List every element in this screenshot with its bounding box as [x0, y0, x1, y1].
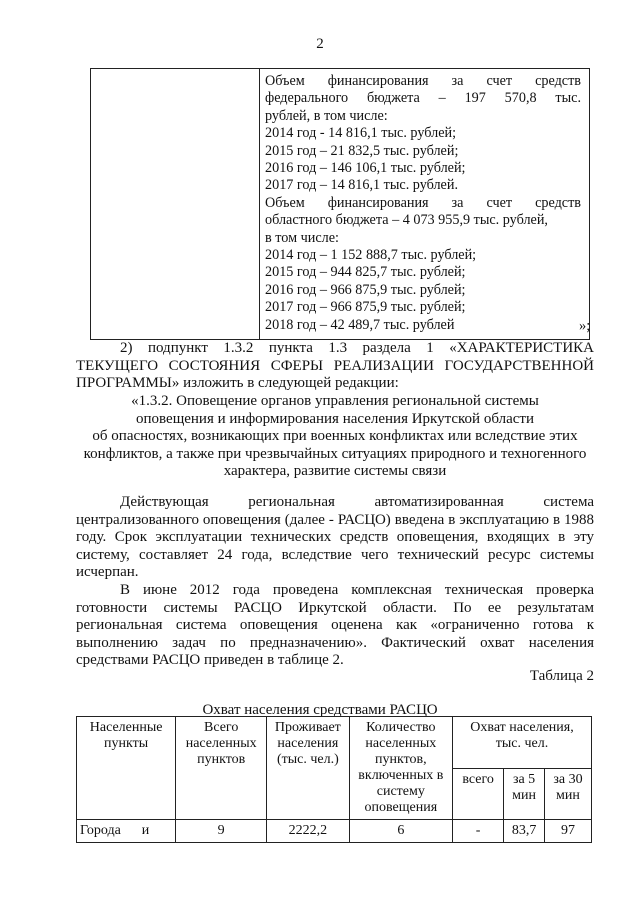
federal-line-3: рублей, в том числе:: [265, 107, 388, 124]
regional-year: 2016 год – 966 875,9 тыс. рублей;: [265, 281, 466, 298]
header-cov-5: за 5 мин: [504, 768, 545, 820]
table-label: Таблица 2: [529, 668, 594, 684]
page-number: 2: [316, 36, 324, 52]
header-population: Проживает населения (тыс. чел.): [267, 717, 350, 820]
amendment-line-1: 2) подпункт 1.3.2 пункта 1.3 раздела 1 «ХАРАКТЕРИСТИКА: [120, 340, 594, 356]
table-header-row: [77, 717, 592, 769]
body-p1-rest: централизованного оповещения (далее - РАСЦО) введена в эксплуатацию в 1988 году. Срок эксплуатации технических средств оповещения, входящих в эту систему, составляет 24 года, вследствие чего технический ресурс системы исчерпан.: [76, 511, 594, 581]
cell-cov-5: 83,7: [504, 820, 545, 843]
regional-year: 2014 год – 1 152 888,7 тыс. рублей;: [265, 247, 477, 264]
financing-text: [265, 73, 581, 334]
financing-table: [90, 68, 590, 340]
cell-count-included: 6: [349, 820, 452, 843]
federal-year: 2014 год - 14 816,1 тыс. рублей;: [265, 125, 457, 142]
regional-year: 2018 год – 42 489,7 тыс. рублей: [265, 316, 455, 333]
body-p1-first-line: Действующая региональная автоматизированная система: [120, 494, 594, 510]
regional-line-3: в том числе:: [265, 229, 339, 246]
federal-year: 2016 год – 146 106,1 тыс. рублей;: [265, 160, 466, 177]
cell-settlements: Города и: [77, 820, 176, 843]
amendment-line-3: ПРОГРАММЫ» изложить в следующей редакции:: [76, 375, 399, 392]
regional-line-2: областного бюджета – 4 073 955,9 тыс. рублей,: [265, 212, 548, 229]
header-settlements: Населенные пункты: [77, 717, 176, 820]
closing-quote: »;: [579, 318, 591, 334]
federal-year: 2015 год – 21 832,5 тыс. рублей;: [265, 142, 459, 159]
body-paragraph-1: [76, 494, 594, 582]
header-cov-total: всего: [453, 768, 504, 820]
table-caption: Охват населения средствами РАСЦО: [202, 702, 438, 718]
header-cov-30: за 30 мин: [544, 768, 591, 820]
body-paragraph-2: В июне 2012 года проведена комплексная техническая проверка готовности системы РАСЦО Иркутской области. По ее результатам региональная система оповещения оценена как «ограниченно готова к выполнению задач по предназначению». Фактический охват населения средствами РАСЦО приведен в таблице 2.: [76, 582, 594, 669]
regional-year: 2015 год – 944 825,7 тыс. рублей;: [265, 264, 466, 281]
cell-cov-30: 97: [544, 820, 591, 843]
heading-line-2: оповещения и информирования населения Иркутской области: [136, 410, 534, 427]
section-heading: [70, 393, 600, 481]
cell-cov-total: -: [453, 820, 504, 843]
cell-total: 9: [176, 820, 267, 843]
heading-line-5: характера, развитие системы связи: [223, 463, 447, 480]
amendment-paragraph: [76, 340, 594, 393]
heading-line-4: конфликтов, а также при чрезвычайных ситуациях природного и техногенного: [83, 445, 587, 462]
table-row: [77, 820, 592, 843]
heading-line-1: «1.3.2. Оповещение органов управления региональной системы: [131, 393, 539, 409]
header-coverage: Охват населения, тыс. чел.: [453, 717, 592, 769]
regional-line-1: Объем финансирования за счет средств: [265, 194, 581, 211]
regional-year: 2017 год – 966 875,9 тыс. рублей;: [265, 299, 466, 316]
cell-population: 2222,2: [267, 820, 350, 843]
header-count-included: Количество населенных пунктов, включенных в систему оповещения: [349, 717, 452, 820]
federal-year: 2017 год – 14 816,1 тыс. рублей.: [265, 177, 458, 194]
coverage-table: [76, 716, 592, 843]
federal-line-1: Объем финансирования за счет средств: [265, 73, 581, 89]
amendment-line-2: ТЕКУЩЕГО СОСТОЯНИЯ СФЕРЫ РЕАЛИЗАЦИИ ГОСУДАРСТВЕННОЙ: [76, 357, 594, 374]
table-divider: [259, 69, 260, 339]
header-total: Всего населенных пунктов: [176, 717, 267, 820]
heading-line-3: об опасностях, возникающих при военных конфликтах или вследствие этих: [92, 428, 578, 445]
federal-line-2: федерального бюджета – 197 570,8 тыс.: [265, 90, 581, 107]
